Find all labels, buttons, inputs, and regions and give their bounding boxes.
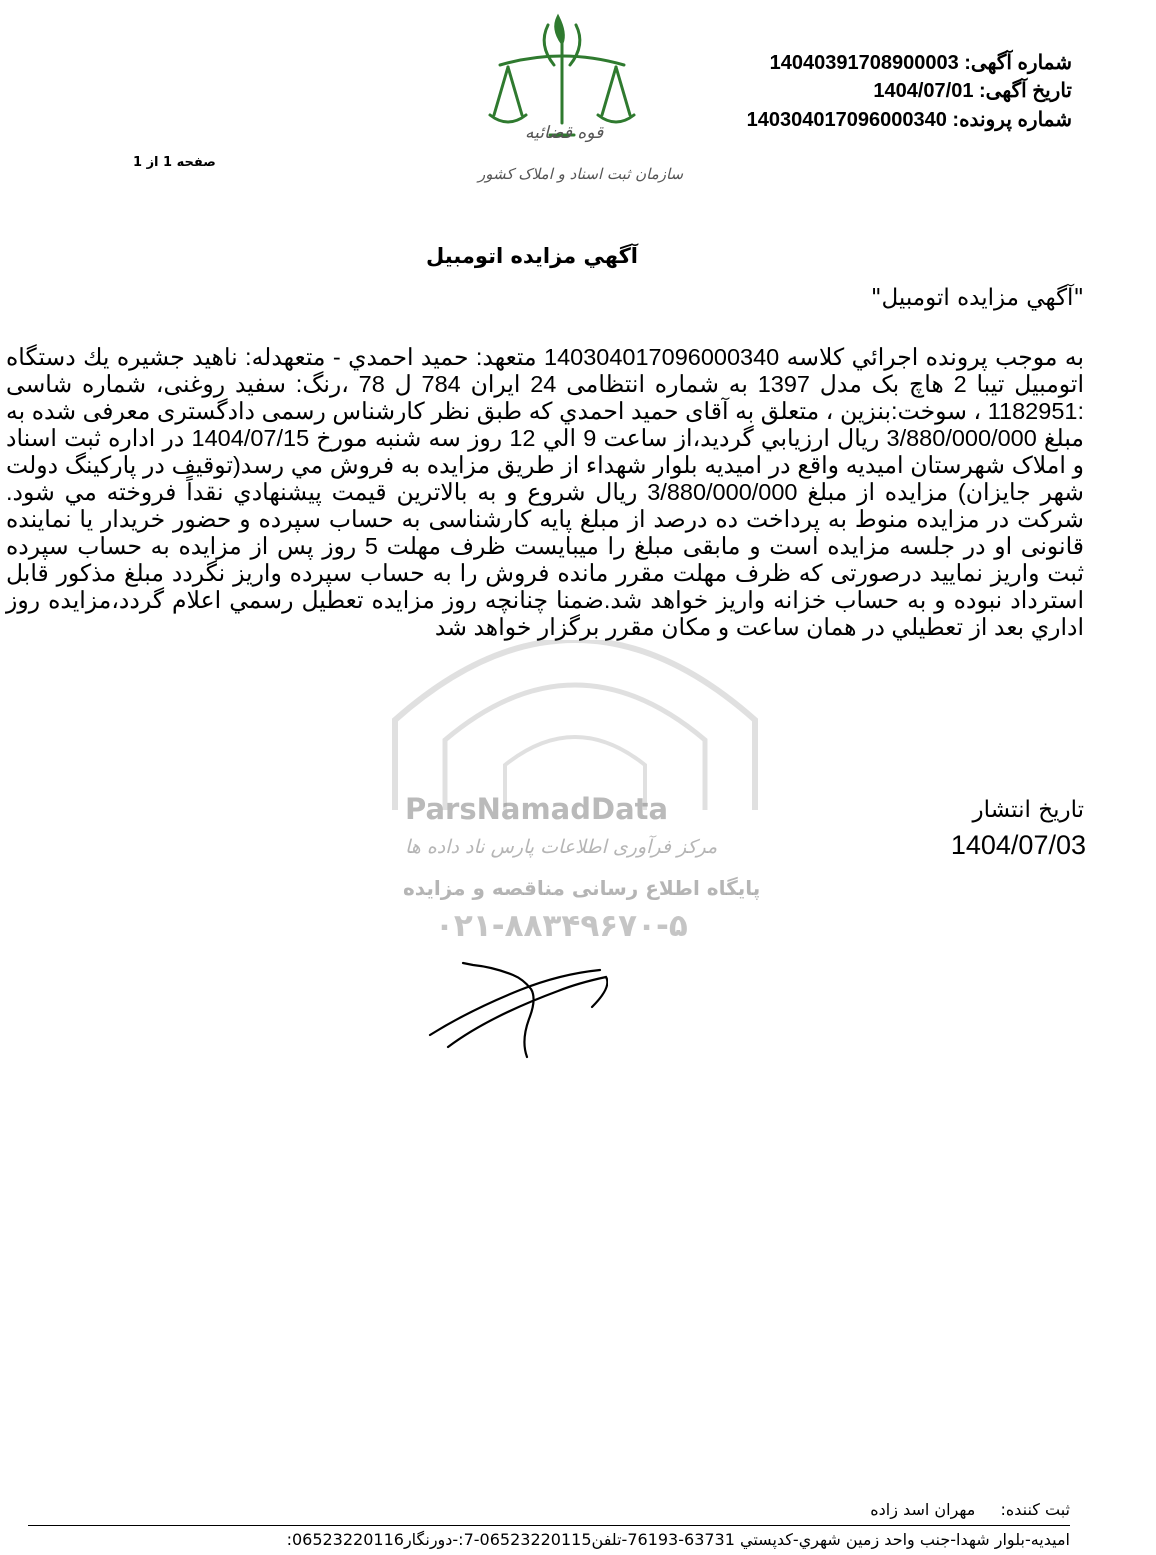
footer-divider (28, 1525, 1070, 1526)
watermark-brand: ParsNamadData (405, 792, 669, 826)
notice-number-value: 14040391708900003 (769, 52, 959, 74)
file-number-label: شماره پرونده: (952, 109, 1072, 131)
watermark-phone: ۰۲۱-۸۸۳۴۹۶۷۰-۵ (435, 908, 688, 944)
judiciary-emblem-text: قوه قضائیه (525, 123, 604, 143)
page-number: صفحه 1 از 1 (133, 155, 216, 170)
registration-org-emblem-text: سازمان ثبت اسناد و املاک کشور (478, 165, 684, 183)
watermark-line-1: مرکز فرآوری اطلاعات پارس ناد داده ها (405, 836, 718, 858)
notice-date-line (873, 78, 1072, 103)
signature-icon (428, 955, 608, 1065)
notice-body: به موجب پرونده اجرائي كلاسه 140304017096000340 متعهد: حميد احمدي - متعهدله: ناهيد جشيره يك دستگاه اتومبيل تيبا 2 هاچ بک مدل 1397 به شماره انتظامی 24 ایران 784 ل 78 ،رنگ: سفید روغنی، شماره شاسی :1182951 ، سوخت:بنزین ، متعلق به آقای حميد احمدي كه طبق نظر كارشناس رسمی دادگستری معرفی شده به مبلغ 3/880/000/000 ريال ارزيابي گرديد،از ساعت 9 الي 12 روز سه شنبه مورخ 1404/07/15 در اداره ثبت اسناد و املاک شهرستان امیدیه واقع در امیدیه بلوار شهداء از طريق مزايده به فروش مي رسد(توقیف در پارکینگ دولت شهر جایزان) مزايده از مبلغ 3/880/000/000 ريال شروع و به بالاترين قيمت پيشنهادي نقداً فروخته مي شود. شرکت در مزايده منوط به پرداخت ده درصد از مبلغ پايه کارشناسی به حساب سپرده و حضور خريدار يا نماينده قانونی او در جلسه مزايده است و مابقی مبلغ را میبایست ظرف مهلت 5 روز پس از مزايده به حساب سپرده ثبت واريز نماييد درصورتی كه ظرف مهلت مقرر مانده فروش را به حساب سپرده واريز نگردد مبلغ مذكور قابل استرداد نبوده و به حساب خزانه واريز خواهد شد.ضمنا چنانچه روز مزايده تعطيل رسمي اعلام گردد،مزايده روز اداري بعد از تعطيلي در همان ساعت و مكان مقرر برگزار خواهد شد (6, 344, 1085, 640)
notice-date-value: 1404/07/01 (873, 80, 974, 102)
footer-registrar (870, 1500, 1070, 1519)
page-title: آگهي مزايده اتومبيل (426, 244, 638, 268)
registrar-name: مهران اسد زاده (870, 1500, 976, 1519)
watermark-line-2: پایگاه اطلاع رسانی مناقصه و مزایده (403, 876, 761, 900)
publication-date-label: تاریخ انتشار (972, 797, 1084, 823)
footer-address: اميديه-بلوار شهدا-جنب واحد زمين شهري-كدپستي 63731-76193-تلفن06523220115-7:-دورنگار06523220116: (286, 1530, 1070, 1549)
file-number-value: 140304017096000340 (746, 109, 947, 131)
watermark (385, 640, 765, 960)
notice-date-label: تاریخ آگهی: (979, 80, 1072, 102)
file-number-line (747, 107, 1072, 132)
registrar-label: ثبت كننده: (1000, 1500, 1070, 1519)
judiciary-emblem (470, 5, 684, 200)
notice-number-label: شماره آگهی: (964, 52, 1072, 74)
publication-date-value: 1404/07/03 (950, 830, 1086, 860)
notice-number-line (770, 50, 1072, 75)
page-subtitle: "آگهي مزايده اتومبيل" (870, 285, 1084, 311)
